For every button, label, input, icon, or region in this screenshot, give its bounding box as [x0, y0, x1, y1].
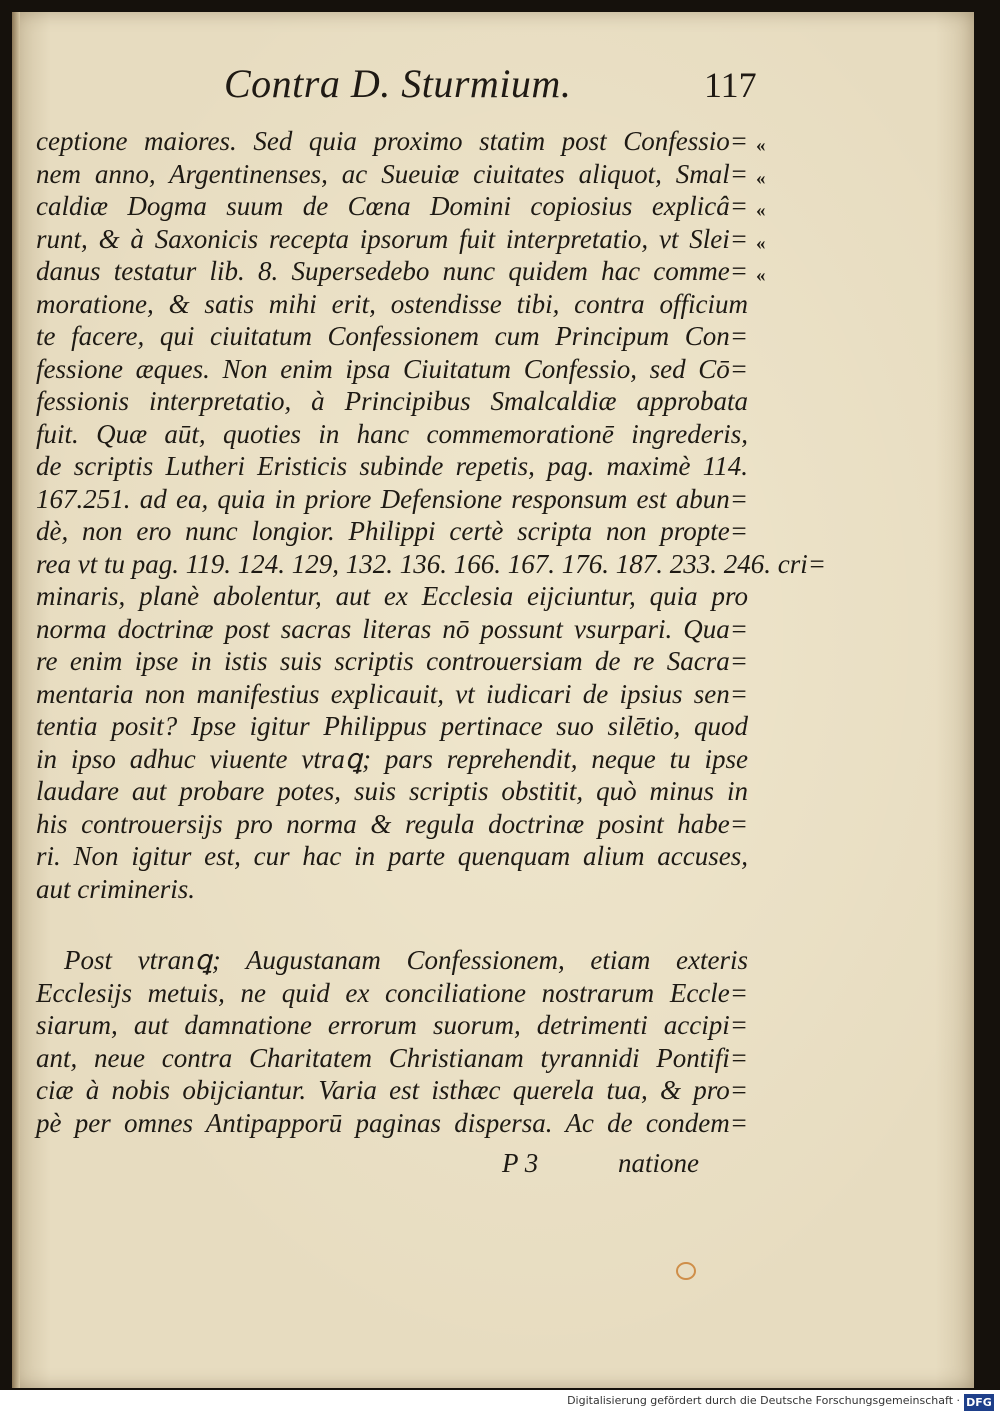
- text-line: pè per omnes Antipapporū paginas dispersa. Ac de condem=: [36, 1107, 748, 1138]
- text-line: ri. Non igitur est, cur hac in parte quenquam alium accuses,: [36, 841, 748, 871]
- text-line: te facere, qui ciuitatum Confessionem cum Principum Con=: [36, 321, 748, 351]
- marginal-quote-mark: «: [756, 200, 766, 221]
- dfg-logo: DFG: [964, 1394, 994, 1411]
- text-line: minaris, planè abolentur, aut ex Ecclesia eijciuntur, quia pro: [36, 581, 748, 611]
- text-line: fessione æques. Non enim ipsa Ciuitatum Confessio, sed Cō=: [36, 353, 748, 384]
- text-line: his controuersijs pro norma & regula doctrinæ posint habe=: [36, 808, 748, 839]
- paragraph-one: [36, 125, 826, 905]
- text-line: re enim ipse in istis suis scriptis controuersiam de re Sacra=: [36, 646, 748, 676]
- marginal-quote-marks: [756, 130, 796, 293]
- text-line: tentia posit? Ipse igitur Philippus pertinace suo silētio, quod: [36, 711, 748, 741]
- text-line: aut crimineris.: [36, 873, 195, 904]
- text-line: laudare aut probare potes, suis scriptis obstitit, quò minus in: [36, 776, 748, 806]
- marginal-quote-mark: «: [756, 135, 766, 156]
- signature-mark: P 3: [502, 1148, 539, 1178]
- text-line: Ecclesijs metuis, ne quid ex conciliatione nostrarum Eccle=: [36, 977, 748, 1008]
- text-line: in ipso adhuc viuente vtraꝗ; pars reprehendit, neque tu ipse: [36, 743, 748, 774]
- text-line: nem anno, Argentinenses, ac Sueuiæ ciuitates aliquot, Smal=: [36, 158, 748, 189]
- text-line: Post vtranꝗ; Augustanam Confessionem, etiam exteris: [64, 945, 748, 975]
- text-line: danus testatur lib. 8. Supersedebo nunc quidem hac comme=: [36, 256, 748, 286]
- text-line: de scriptis Lutheri Eristicis subinde repetis, pag. maximè 114.: [36, 451, 748, 481]
- text-line: norma doctrinæ post sacras literas nō possunt vsurpari. Qua=: [36, 613, 748, 644]
- text-line: ciæ à nobis obijciantur. Varia est isthæc querela tua, & pro=: [36, 1075, 748, 1105]
- text-line: dè, non ero nunc longior. Philippi certè scripta non propte=: [36, 516, 748, 546]
- catchword: natione: [618, 1148, 699, 1178]
- text-line: fuit. Quæ aūt, quoties in hanc commemorationē ingrederis,: [36, 418, 748, 449]
- text-line: rea vt tu pag. 119. 124. 129, 132. 136. 166. 167. 176. 187. 233. 246. cri=: [36, 548, 826, 579]
- digitization-credit-bar: [0, 1390, 1000, 1416]
- marginal-quote-mark: «: [756, 167, 766, 189]
- text-line: ceptione maiores. Sed quia proximo statim post Confessio=: [36, 126, 748, 156]
- text-line: mentaria non manifestius explicauit, vt iudicari de ipsius sen=: [36, 678, 748, 709]
- paper-stain: [676, 1262, 696, 1280]
- text-line: siarum, aut damnatione errorum suorum, detrimenti accipi=: [36, 1010, 748, 1040]
- paragraph-two: [36, 944, 748, 1139]
- marginal-quote-mark: «: [756, 232, 766, 254]
- text-line: moratione, & satis mihi erit, ostendisse tibi, contra officium: [36, 288, 748, 319]
- page-number: 117: [704, 65, 757, 105]
- page-binding-edge: [12, 12, 20, 1388]
- text-line: fessionis interpretatio, à Principibus Smalcaldiæ approbata: [36, 386, 748, 416]
- text-line: ant, neue contra Charitatem Christianam tyrannidi Pontifi=: [36, 1042, 748, 1073]
- digitization-credit-text: Digitalisierung gefördert durch die Deutsche Forschungsgemeinschaft ·: [567, 1394, 960, 1407]
- text-line: 167.251. ad ea, quia in priore Defensione responsum est abun=: [36, 483, 748, 514]
- text-line: runt, & à Saxonicis recepta ipsorum fuit interpretatio, vt Slei=: [36, 223, 748, 254]
- text-line: caldiæ Dogma suum de Cœna Domini copiosius explicâ=: [36, 191, 748, 221]
- running-title: Contra D. Sturmium.: [224, 61, 572, 106]
- marginal-quote-mark: «: [756, 265, 766, 286]
